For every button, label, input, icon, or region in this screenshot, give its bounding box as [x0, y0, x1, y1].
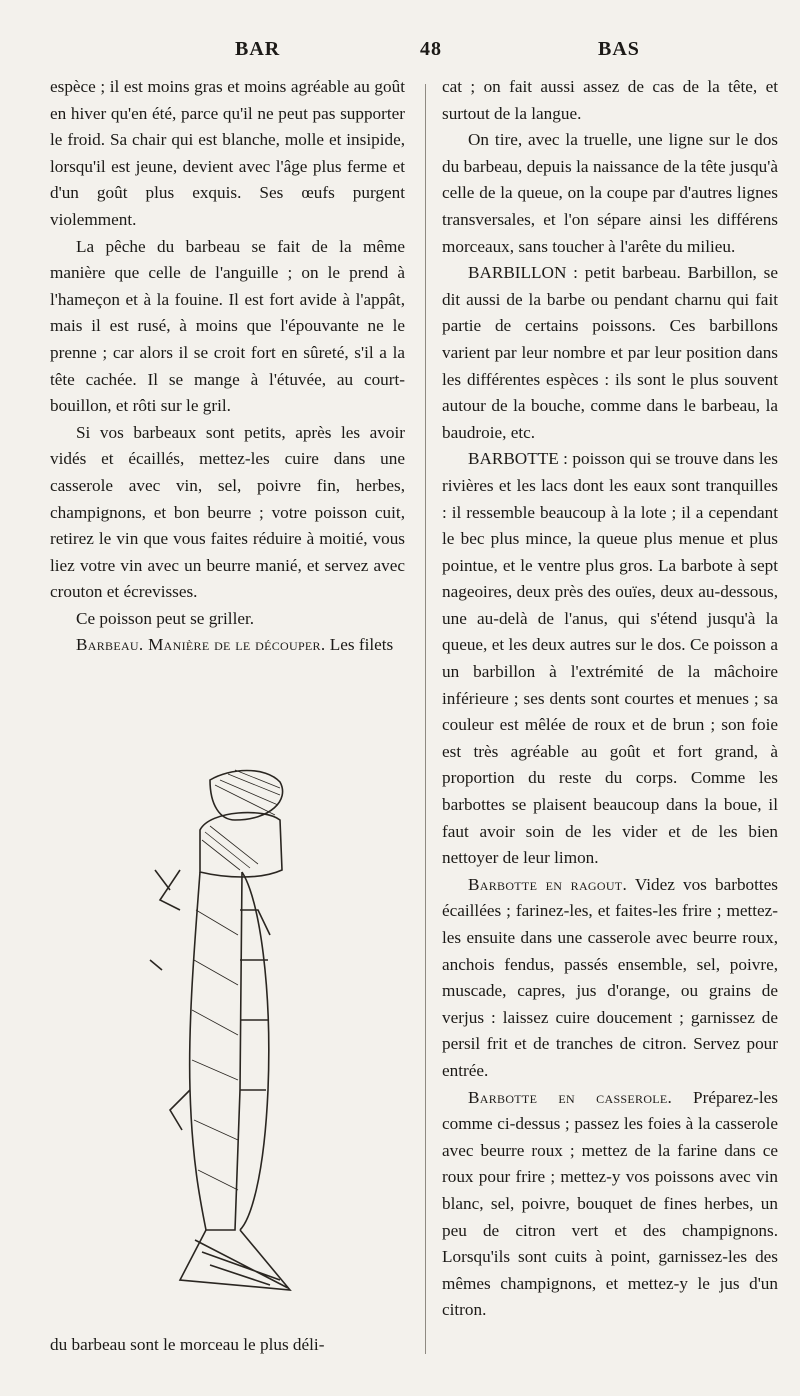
paragraph: Ce poisson peut se griller. [76, 608, 255, 628]
entry-text: Préparez-les comme ci-dessus ; passez les foies à la casserole avec beurre roux ; mettez de la farine dans ce roux pour frire ; mettez-y vos poissons avec vin blanc, sel, poivre, bouquet de fines herbes, un peu de citron vert et des champignons. Lorsqu'ils sont cuits à point, garnissez-les des mêmes champignons, et mettez-y le jus d'un citron. [442, 1087, 778, 1320]
bottom-line: du barbeau sont le morceau le plus déli- [50, 1335, 325, 1354]
right-column [442, 74, 778, 1324]
paragraph [442, 446, 778, 872]
column-divider [425, 84, 426, 1354]
paragraph: espèce ; il est moins gras et moins agréable au goût en hiver qu'en été, parce qu'il ne peut pas supporter le froid. Sa chair qui est blanche, molle et insipide, lorsqu'il est jeune, devient avec l'âge plus ferme et d'un goût plus exquis. Ses œufs purgent violemment. [50, 77, 405, 229]
header-left: BAR [235, 38, 281, 60]
entry-text: Les filets [325, 635, 394, 655]
entry-heading: BARBILLON [468, 263, 567, 283]
entry-heading: Barbeau. Manière de le découper. [76, 635, 326, 655]
entry-heading: Barbotte en ragout. [468, 874, 628, 894]
entry-heading: Barbotte en casserole. [468, 1087, 673, 1107]
paragraph: cat ; on fait aussi assez de cas de la tête, et surtout de la langue. [442, 77, 778, 123]
paragraph [50, 632, 405, 659]
paragraph: On tire, avec la truelle, une ligne sur le dos du barbeau, depuis la naissance de la tête jusqu'à celle de la queue, on la coupe par d'autres lignes transversales, et l'on sépare ainsi les différens morceaux, sans toucher à l'arête du milieu. [442, 130, 778, 256]
entry-text: Videz vos barbottes écaillées ; farinez-les, et faites-les frire ; mettez-les ensuite dans une casserole avec beurre roux, anchois fendus, passés ensemble, sel, poivre, muscade, capres, jus d'orange, ou grains de verjus : laissez cuire doucement ; garnissez de persil frit et de tranches de citron. Servez pour entrée. [442, 874, 778, 1080]
paragraph: La pêche du barbeau se fait de la même manière que celle de l'anguille ; on le prend à l'hameçon et à la fouine. Il est fort avide à l'appât, mais il est rusé, à moins que l'épouvante ne le prenne ; car alors il se croit fort en sûreté, s'il a la tête cachée. Il se mange à l'étuvée, au court-bouillon, et rôti sur le gril. [50, 236, 405, 416]
paragraph [442, 872, 778, 1085]
entry-text: : petit barbeau. Barbillon, se dit aussi de la barbe ou pendant charnu qui fait partie de certains poissons. Ces barbillons varient par leur nombre et par leur position dans les différentes espèces : ils sont le plus souvent autour de la bouche, comme dans le barbeau, la baudroie, etc. [442, 263, 778, 442]
entry-text: : poisson qui se trouve dans les rivières et les lacs dont les eaux sont tranquilles : il ressemble beaucoup à la lote ; il a cependant le bec plus mince, la queue plus menue et plus pointue, et le ventre plus gros. La barbote à sept nageoires, deux près des ouïes, deux au-dessous, une au-delà de l'anus, qui s'étend jusqu'à la queue, et les deux autres sur le dos. Ce poisson a un barbillon à l'extrémité de la mâchoire inférieure ; ses dents sont courtes et menues ; sa couleur est mêlée de roux et de brun ; son foie est très agréable au goût et fort grand, à proportion du reste du corps. Comme les barbottes se plaisent beaucoup dans la boue, il faut avoir soin de les vider et de les bien nettoyer de leur limon. [442, 449, 778, 868]
header-right: BAS [598, 38, 640, 60]
page-number: 48 [420, 38, 442, 60]
entry-heading: BARBOTTE [468, 449, 559, 469]
paragraph [442, 1085, 778, 1324]
barbel-fish-icon [140, 760, 330, 1310]
running-header [0, 38, 800, 68]
paragraph: Si vos barbeaux sont petits, après les avoir vidés et écaillés, mettez-les cuire dans une casserole avec vin, sel, poivre fin, herbes, champignons, et bon beurre ; votre poisson cuit, retirez le vin que vous faites réduire à moitié, vous liez votre vin avec un beurre manié, et servez avec crouton et écrevisses. [50, 422, 405, 602]
left-column [50, 74, 405, 659]
paragraph [442, 260, 778, 446]
